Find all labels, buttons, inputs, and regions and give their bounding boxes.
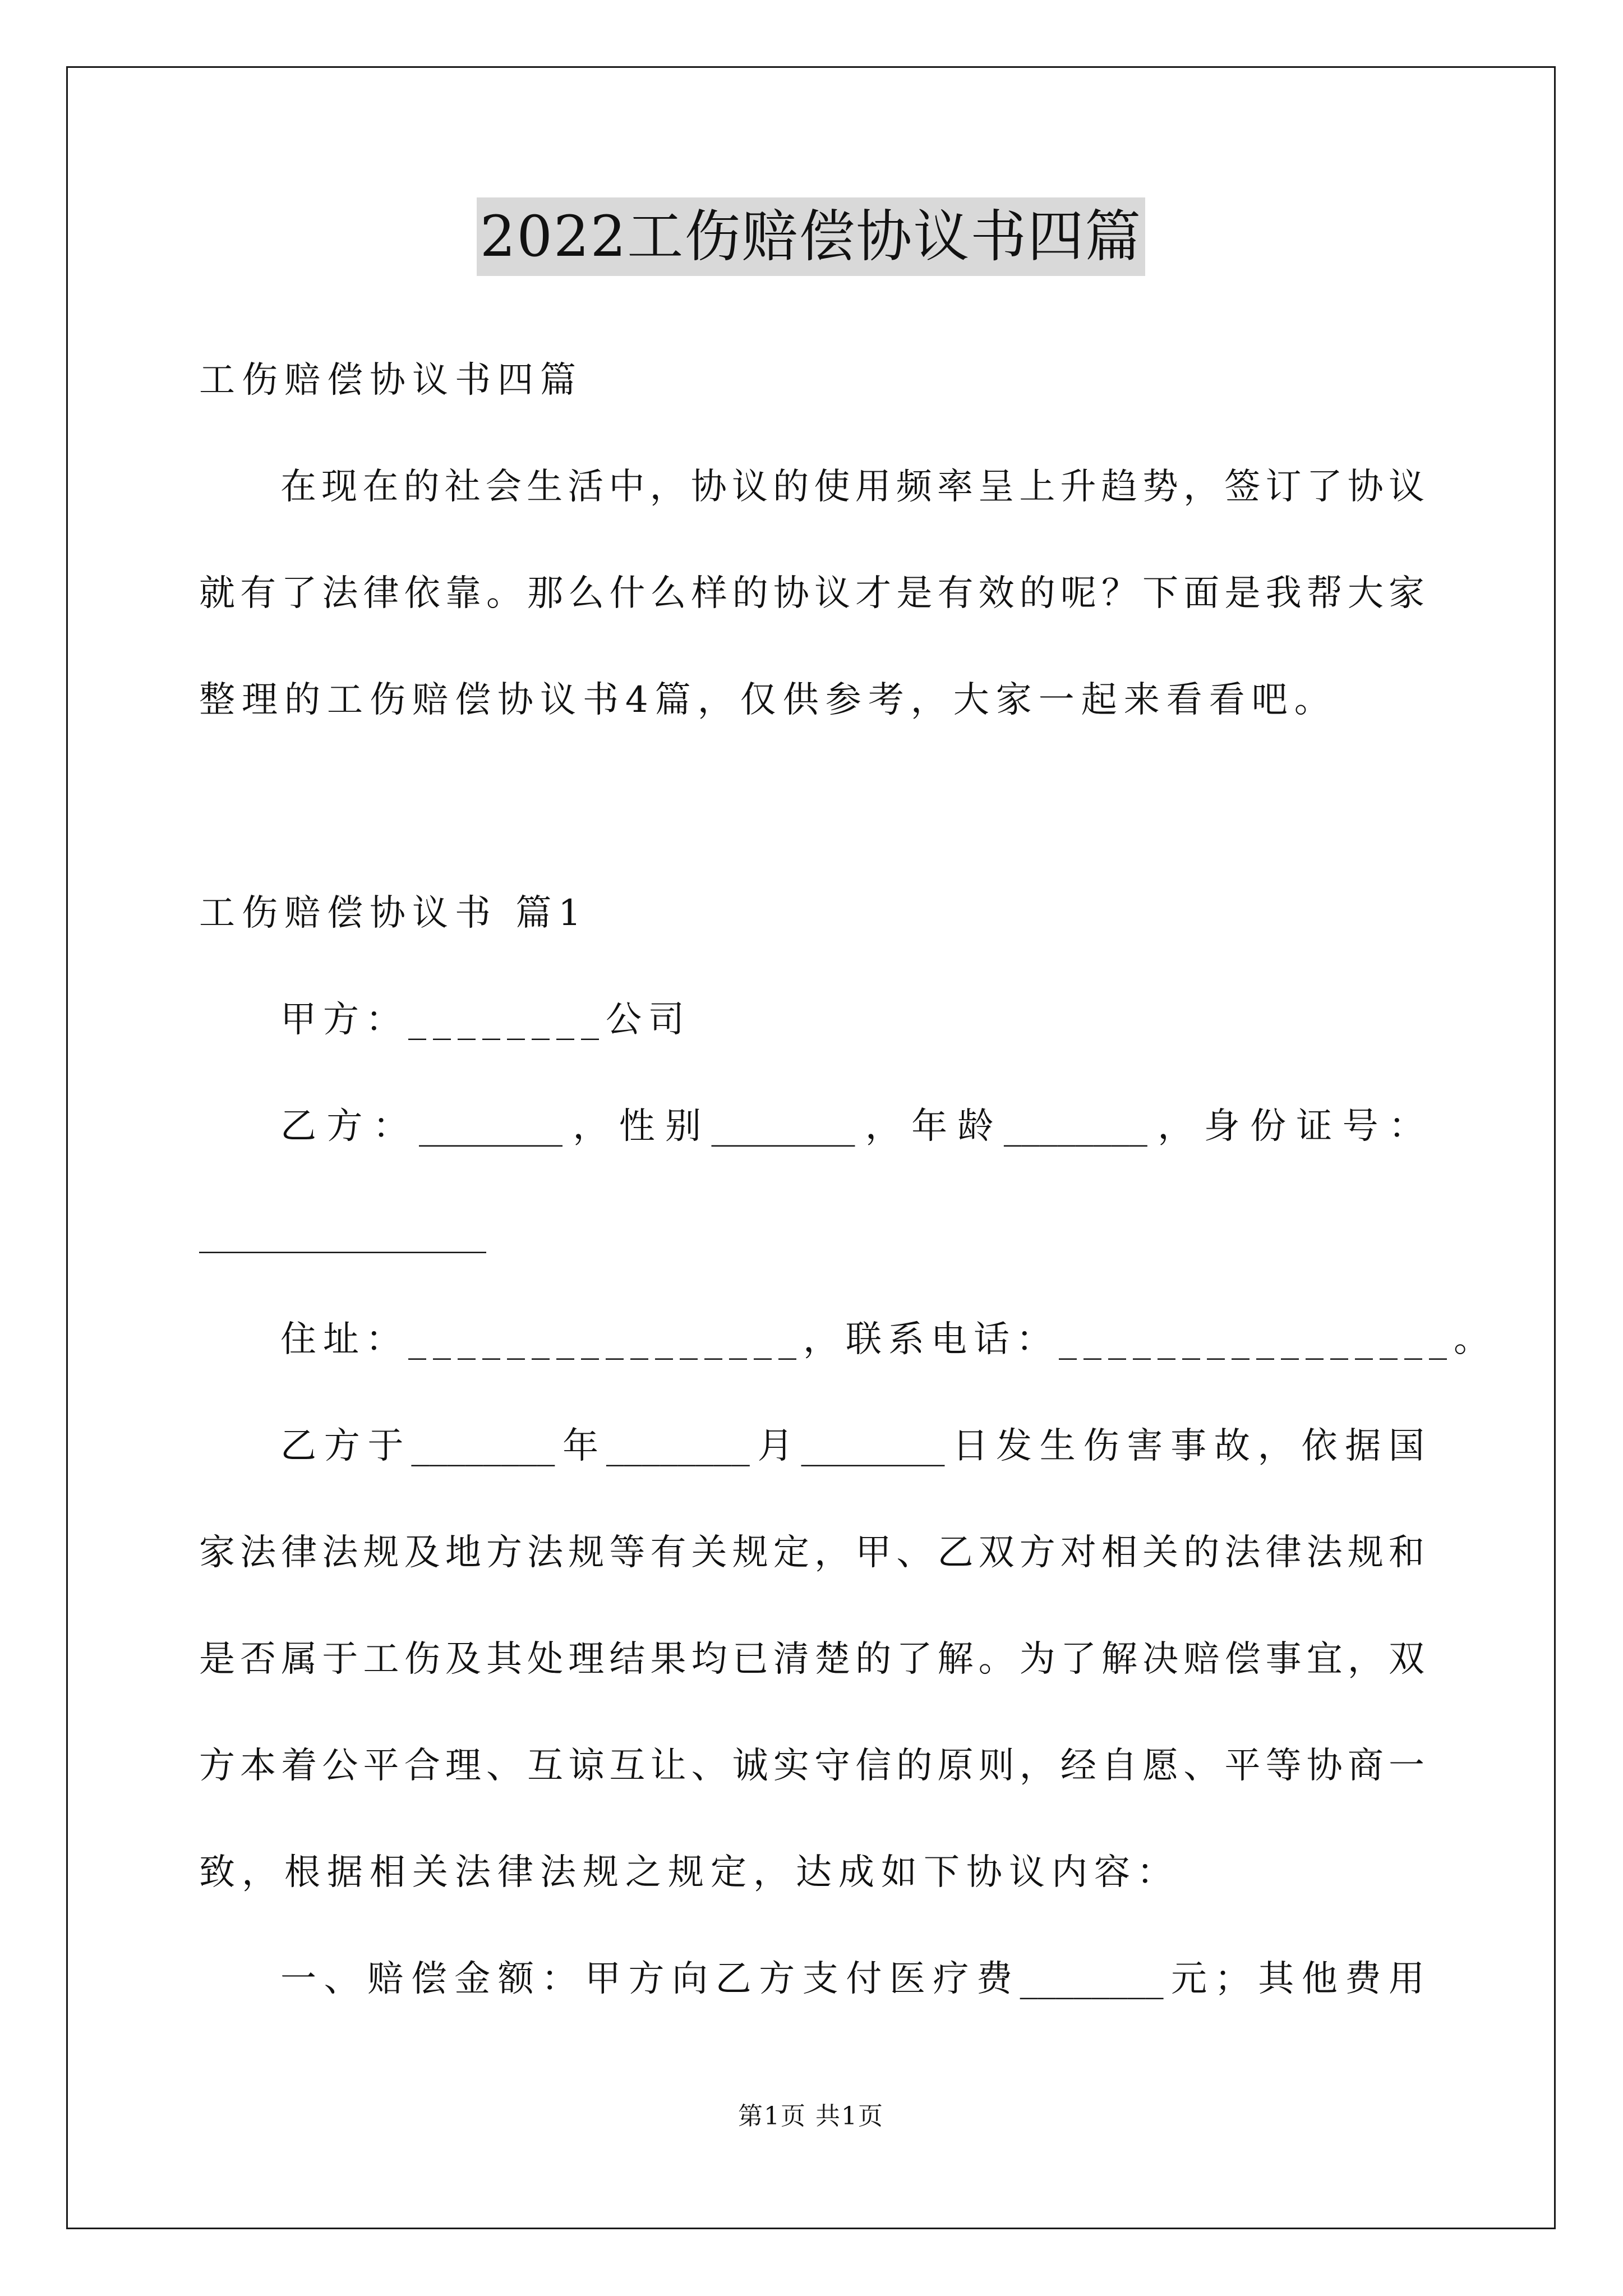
address-line: 住址：________________，联系电话：________________。 [280,1319,1496,1360]
document-subtitle: 工伤赔偿协议书四篇 [199,360,583,401]
party-a-line: 甲方：________公司 [280,999,691,1041]
title-container [66,197,1556,276]
clause-1-line: 一、赔偿金额：甲方向乙方支付医疗费________元；其他费用 [280,1958,1424,2000]
party-b-line-2: ________________ [199,1212,486,1254]
intro-line-2: 就有了法律依靠。那么什么样的协议才是有效的呢？下面是我帮大家 [199,573,1424,614]
body-line-1: 乙方于________年________月________日发生伤害事故，依据国 [280,1425,1424,1467]
body-line-2: 家法律法规及地方法规等有关规定，甲、乙双方对相关的法律法规和 [199,1532,1424,1573]
body-line-3: 是否属于工伤及其处理结果均已清楚的了解。为了解决赔偿事宜，双 [199,1639,1424,1680]
document-title: 2022工伤赔偿协议书四篇 [477,197,1146,276]
intro-line-3: 整理的工伤赔偿协议书4篇，仅供参考，大家一起来看看吧。 [199,679,1337,721]
body-line-4: 方本着公平合理、互谅互让、诚实守信的原则，经自愿、平等协商一 [199,1745,1424,1787]
section-heading: 工伤赔偿协议书 篇1 [199,892,588,934]
page-footer: 第1页 共1页 [738,2102,884,2131]
intro-line-1: 在现在的社会生活中，协议的使用频率呈上升趋势，签订了协议 [280,466,1424,508]
body-line-5: 致，根据相关法律法规之规定，达成如下协议内容： [199,1852,1179,1893]
party-b-line-1: 乙方：________，性别________，年龄________，身份证号： [280,1106,1424,1147]
